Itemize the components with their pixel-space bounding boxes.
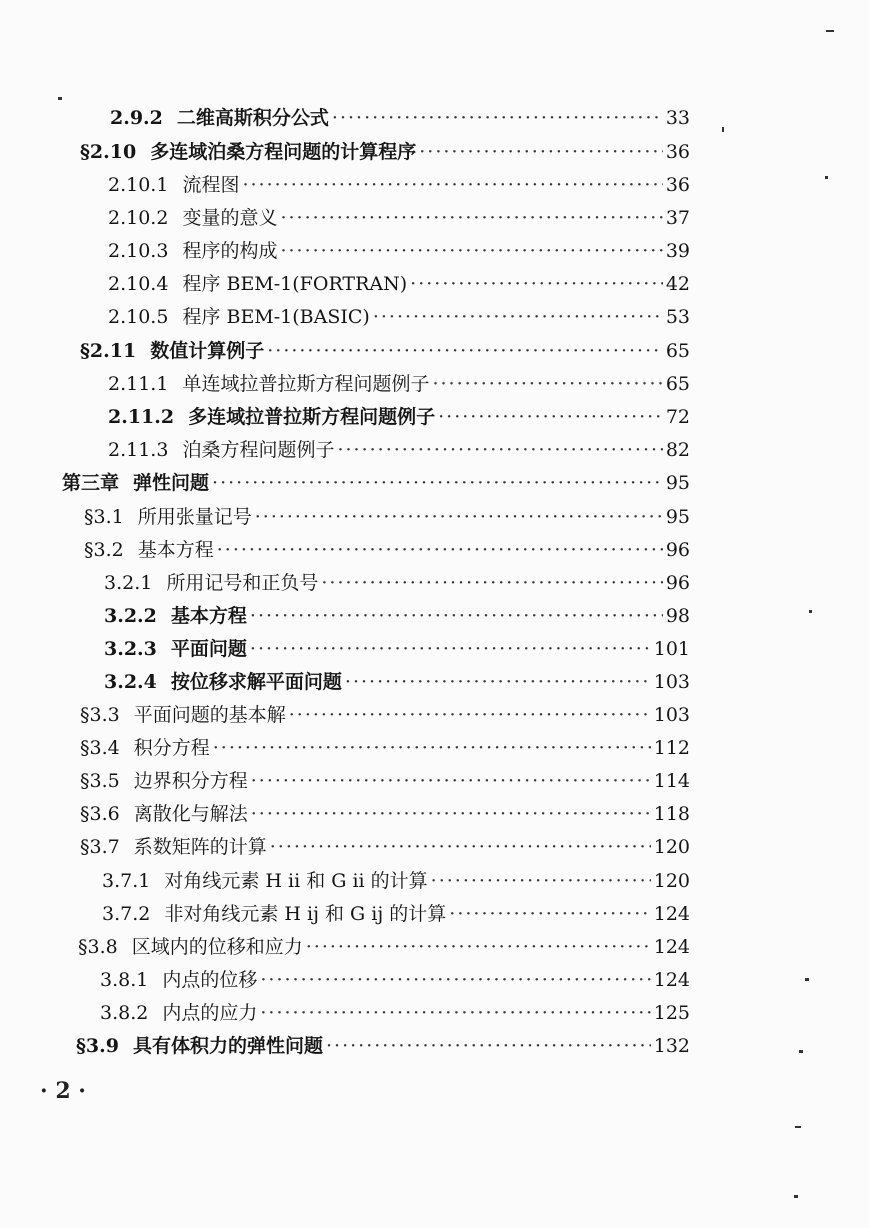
- toc-entry-number: §3.7: [80, 836, 120, 858]
- leader-dots: [306, 932, 651, 962]
- toc-entry-title: 系数矩阵的计算: [133, 836, 267, 858]
- toc-entry-chapter-3: [62, 468, 690, 498]
- toc-entry-page: 103: [653, 704, 690, 726]
- leader-dots: [280, 203, 662, 233]
- leader-dots: [410, 269, 663, 299]
- toc-entry-number: 2.10.2: [108, 207, 169, 229]
- toc-entry-3-5: [80, 766, 690, 796]
- toc-entry-2-10-1: [108, 170, 690, 200]
- toc-entry-page: 125: [653, 1002, 690, 1024]
- toc-entry-2-10: [80, 137, 690, 167]
- toc-entry-number: 2.11.1: [108, 373, 169, 395]
- toc-entry-number: 3.2.4: [104, 671, 157, 693]
- toc-entry-3-2: [84, 535, 690, 565]
- toc-entry-title: 内点的应力: [162, 1002, 258, 1024]
- toc-entry-title: 基本方程: [137, 539, 214, 561]
- scan-speck: [795, 1126, 801, 1128]
- toc-entry-title: 多连域泊桑方程问题的计算程序: [150, 141, 417, 163]
- toc-entry-number: 2.10.1: [108, 174, 169, 196]
- toc-entry-number: 2.10.5: [108, 306, 169, 328]
- toc-entry-2-11: [80, 336, 690, 366]
- toc-entry-number: §2.11: [80, 340, 137, 362]
- toc-entry-number: §3.5: [80, 770, 120, 792]
- toc-entry-page: 95: [665, 506, 690, 528]
- toc-entry-page: 98: [665, 605, 690, 627]
- toc-entry-page: 39: [665, 240, 690, 262]
- toc-entry-title: 边界积分方程: [133, 770, 248, 792]
- toc-entry-title: 流程图: [182, 174, 240, 196]
- toc-entry-title: 积分方程: [133, 737, 210, 759]
- toc-entry-page: 65: [665, 373, 690, 395]
- leader-dots: [438, 402, 663, 432]
- toc-entry-3-2-4: [104, 667, 690, 697]
- leader-dots: [280, 236, 662, 266]
- toc-entry-3-3: [80, 700, 690, 730]
- leader-dots: [260, 998, 650, 1028]
- toc-entry-title: 具有体积力的弹性问题: [133, 1035, 324, 1057]
- toc-entry-page: 118: [653, 803, 690, 825]
- toc-entry-number: 2.11.3: [108, 439, 169, 461]
- toc-entry-title: 离散化与解法: [133, 803, 248, 825]
- toc-entry-number: 第三章: [62, 472, 120, 494]
- toc-entry-title: 所用张量记号: [137, 506, 252, 528]
- leader-dots: [242, 170, 662, 200]
- toc-entry-3-4: [80, 733, 690, 763]
- toc-entry-2-11-2: [108, 402, 690, 432]
- leader-dots: [260, 965, 650, 995]
- toc-entry-number: §3.3: [80, 704, 120, 726]
- toc-entry-3-8-1: [100, 965, 690, 995]
- toc-entry-number: 3.7.2: [102, 903, 151, 925]
- toc-entry-page: 124: [653, 936, 690, 958]
- toc-entry-number: §3.9: [76, 1035, 119, 1057]
- toc-entry-title: 所用记号和正负号: [166, 572, 319, 594]
- toc-entry-page: 103: [653, 671, 690, 693]
- toc-entry-page: 124: [653, 903, 690, 925]
- scan-speck: [799, 1050, 803, 1053]
- toc-entry-title: 平面问题的基本解: [133, 704, 286, 726]
- leader-dots: [449, 899, 650, 929]
- leader-dots: [326, 1031, 651, 1061]
- scan-speck: [825, 176, 828, 179]
- toc-entry-number: §3.8: [78, 936, 118, 958]
- leader-dots: [345, 667, 651, 697]
- toc-entry-2-10-5: [108, 302, 690, 332]
- toc-entry-title: 二维高斯积分公式: [176, 107, 329, 129]
- toc-entry-page: 36: [665, 141, 690, 163]
- leader-dots: [250, 601, 663, 631]
- toc-entry-title: 程序的构成: [182, 240, 278, 262]
- toc-entry-number: §3.4: [80, 737, 120, 759]
- toc-entry-page: 112: [653, 737, 690, 759]
- toc-entry-number: §3.1: [84, 506, 124, 528]
- toc-entry-title: 程序 BEM-1(FORTRAN): [182, 273, 408, 295]
- leader-dots: [212, 468, 663, 498]
- toc-entry-3-2-2: [104, 601, 690, 631]
- leader-dots: [250, 634, 651, 664]
- toc-entry-number: 3.7.1: [102, 870, 151, 892]
- toc-entry-page: 101: [653, 638, 690, 660]
- toc-entry-page: 124: [653, 969, 690, 991]
- toc-entry-title: 对角线元素 H ii 和 G ii 的计算: [164, 870, 428, 892]
- page-number-footer: · 2 ·: [40, 1078, 86, 1104]
- toc-entry-page: 120: [653, 836, 690, 858]
- leader-dots: [270, 832, 651, 862]
- toc-entry-2-11-3: [108, 435, 690, 465]
- leader-dots: [251, 799, 651, 829]
- toc-entry-3-6: [80, 799, 690, 829]
- toc-entry-3-8-2: [100, 998, 690, 1028]
- toc-entry-title: 内点的位移: [162, 969, 258, 991]
- toc-entry-page: 65: [665, 340, 690, 362]
- toc-entry-3-8: [78, 932, 690, 962]
- leader-dots: [255, 502, 663, 532]
- toc-entry-3-1: [84, 502, 690, 532]
- scan-speck: [722, 127, 724, 132]
- toc-entry-title: 单连域拉普拉斯方程问题例子: [182, 373, 430, 395]
- toc-entry-page: 72: [665, 406, 690, 428]
- toc-entry-title: 泊桑方程问题例子: [182, 439, 335, 461]
- toc-entry-2-9-2: [110, 103, 690, 133]
- toc-entry-title: 多连域拉普拉斯方程问题例子: [188, 406, 436, 428]
- toc-entry-page: 42: [665, 273, 690, 295]
- toc-entry-number: §3.6: [80, 803, 120, 825]
- toc-entry-page: 82: [665, 439, 690, 461]
- toc-entry-number: 3.2.3: [104, 638, 157, 660]
- toc-entry-3-9: [76, 1031, 690, 1061]
- toc-entry-page: 36: [665, 174, 690, 196]
- leader-dots: [337, 435, 662, 465]
- leader-dots: [213, 733, 651, 763]
- toc-entry-number: 3.2.2: [104, 605, 157, 627]
- toc-entry-page: 53: [665, 306, 690, 328]
- toc-entry-title: 非对角线元素 H ij 和 G ij 的计算: [164, 903, 447, 925]
- toc-entry-2-10-2: [108, 203, 690, 233]
- toc-entry-title: 程序 BEM-1(BASIC): [182, 306, 370, 328]
- toc-entry-3-2-3: [104, 634, 690, 664]
- toc-entry-number: §3.2: [84, 539, 124, 561]
- toc-entry-page: 33: [665, 107, 690, 129]
- leader-dots: [217, 535, 663, 565]
- toc-entry-page: 120: [653, 870, 690, 892]
- scan-speck: [805, 978, 809, 981]
- toc-entry-number: 3.8.2: [100, 1002, 149, 1024]
- toc-entry-title: 基本方程: [170, 605, 247, 627]
- toc-entry-3-2-1: [104, 568, 690, 598]
- toc-entry-3-7: [80, 832, 690, 862]
- leader-dots: [432, 369, 662, 399]
- toc-entry-page: 96: [665, 539, 690, 561]
- toc-entry-title: 数值计算例子: [150, 340, 265, 362]
- toc-entry-number: 2.9.2: [110, 107, 163, 129]
- leader-dots: [289, 700, 651, 730]
- scan-speck: [809, 610, 812, 613]
- leader-dots: [321, 568, 662, 598]
- toc-entry-2-10-4: [108, 269, 690, 299]
- leader-dots: [431, 866, 651, 896]
- toc-entry-3-7-2: [102, 899, 690, 929]
- toc-entry-page: 95: [665, 472, 690, 494]
- toc-entry-number: §2.10: [80, 141, 137, 163]
- toc-entry-page: 132: [653, 1035, 690, 1057]
- leader-dots: [267, 336, 663, 366]
- toc-entry-number: 2.11.2: [108, 406, 175, 428]
- leader-dots: [251, 766, 651, 796]
- toc-entry-number: 2.10.4: [108, 273, 169, 295]
- leader-dots: [373, 302, 663, 332]
- toc-entry-page: 96: [665, 572, 690, 594]
- toc-entry-title: 弹性问题: [133, 472, 210, 494]
- toc-entry-title: 按位移求解平面问题: [170, 671, 342, 693]
- scan-speck: [826, 30, 834, 32]
- toc-entry-2-11-1: [108, 369, 690, 399]
- toc-entry-title: 变量的意义: [182, 207, 278, 229]
- scan-speck: [794, 1195, 798, 1198]
- toc-entry-title: 区域内的位移和应力: [131, 936, 303, 958]
- leader-dots: [419, 137, 663, 167]
- toc-entry-3-7-1: [102, 866, 690, 896]
- toc-entry-number: 3.2.1: [104, 572, 153, 594]
- leader-dots: [332, 103, 663, 133]
- toc-entry-title: 平面问题: [170, 638, 247, 660]
- toc-entry-2-10-3: [108, 236, 690, 266]
- toc-entry-page: 114: [653, 770, 690, 792]
- toc-entry-number: 3.8.1: [100, 969, 149, 991]
- scan-speck: [58, 97, 62, 100]
- toc-entry-number: 2.10.3: [108, 240, 169, 262]
- toc-entry-page: 37: [665, 207, 690, 229]
